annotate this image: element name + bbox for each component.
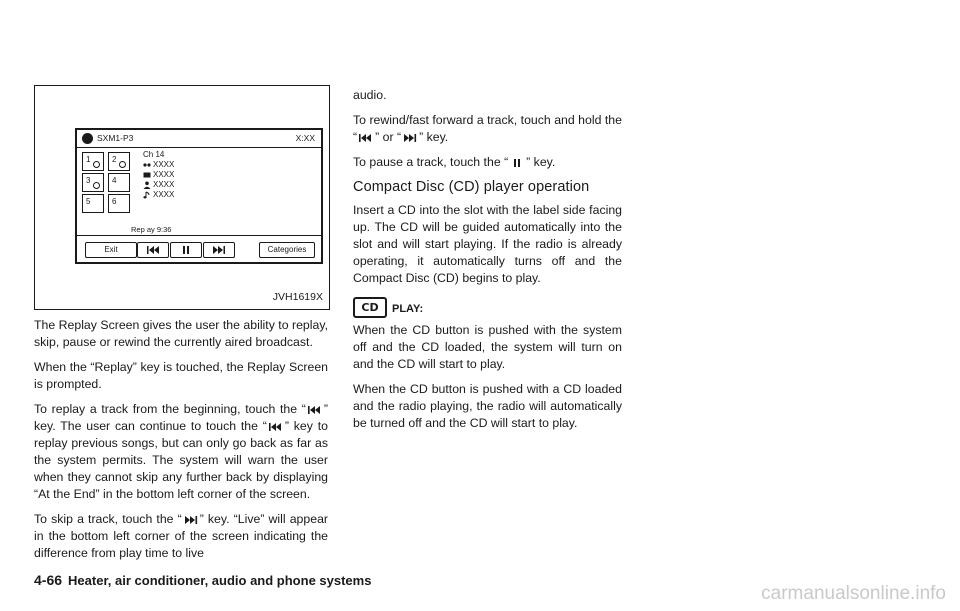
preset-1-button[interactable] — [82, 152, 104, 171]
skip-forward-icon — [182, 515, 200, 525]
skip-forward-button[interactable] — [203, 242, 235, 258]
preset-3-button[interactable] — [82, 173, 104, 192]
skip-back-button[interactable] — [137, 242, 169, 258]
skip-back-icon — [267, 422, 285, 432]
pause-icon — [182, 246, 190, 254]
info-line: XXXX — [153, 190, 175, 199]
left-column — [34, 317, 328, 570]
play-subheading: PLAY: — [392, 303, 424, 315]
replay-time-label: Rep ay 9:36 — [131, 225, 172, 234]
right-column — [353, 87, 622, 440]
skip-back-icon — [306, 405, 324, 415]
preset-number: 6 — [112, 197, 117, 206]
paragraph: When the “Replay” key is touched, the Replay Screen is prompted. — [34, 360, 328, 391]
preset-number: 3 — [86, 176, 91, 185]
figure-caption: JVH1619X — [272, 291, 323, 303]
info-line: XXXX — [153, 170, 175, 179]
skip-forward-icon — [401, 133, 419, 143]
paragraph — [353, 154, 622, 171]
screen-header — [77, 130, 321, 148]
preset-indicator-icon — [93, 182, 100, 189]
channel-number: Ch 14 — [143, 150, 165, 159]
text-span: ” key. — [419, 130, 449, 144]
pause-icon — [508, 158, 526, 168]
watermark: carmanualsonline.info — [761, 583, 946, 604]
preset-number: 2 — [112, 155, 117, 164]
paragraph — [34, 511, 328, 562]
text-span: ” or “ — [375, 130, 402, 144]
channel-info — [143, 150, 174, 200]
screen-title: SXM1-P3 — [97, 133, 134, 143]
paragraph — [353, 112, 622, 146]
categories-button[interactable]: Categories — [259, 242, 315, 258]
cd-play-row — [353, 297, 622, 318]
paragraph — [34, 401, 328, 503]
preset-5-button[interactable] — [82, 194, 104, 213]
section-title: Heater, air conditioner, audio and phone systems — [68, 573, 372, 588]
screen-time: X:XX — [295, 133, 315, 143]
pause-button[interactable] — [170, 242, 202, 258]
section-heading: Compact Disc (CD) player operation — [353, 179, 590, 195]
sxm-logo-icon — [82, 133, 93, 144]
figure-replay-screen — [34, 85, 330, 310]
skip-back-icon — [357, 133, 375, 143]
text-span: To skip a track, touch the “ — [34, 512, 182, 526]
info-line: XXXX — [153, 160, 175, 169]
text-span: ” key. The user can continue to touch the “ — [34, 402, 328, 433]
paragraph: When the CD button is pushed with a CD loaded and the radio playing, the radio will automatically be turned off and the CD will start to play. — [353, 382, 622, 430]
signal-icon — [143, 161, 151, 169]
text-span: ” key. — [526, 155, 556, 169]
text-span: To rewind/fast forward a track, touch and hold the “ — [353, 113, 622, 144]
info-line: XXXX — [153, 180, 175, 189]
preset-number: 1 — [86, 155, 91, 164]
artist-icon — [143, 181, 151, 189]
skip-back-icon — [147, 246, 159, 254]
paragraph: Insert a CD into the slot with the label side facing up. The CD will be guided automatically into the slot and will start playing. If the radio is already operating, it automatically turns off and the Compact Disc (CD) begins to play. — [353, 203, 622, 285]
preset-4-button[interactable] — [108, 173, 130, 192]
page-footer — [34, 572, 371, 588]
exit-button[interactable]: Exit — [85, 242, 137, 258]
paragraph: When the CD button is pushed with the system off and the CD loaded, the system will turn on and the CD will start to play. — [353, 323, 622, 371]
screen-illustration — [75, 128, 323, 264]
preset-number: 4 — [112, 176, 117, 185]
skip-forward-icon — [213, 246, 225, 254]
preset-2-button[interactable] — [108, 152, 130, 171]
music-note-icon — [143, 191, 151, 199]
preset-indicator-icon — [93, 161, 100, 168]
album-icon — [143, 171, 151, 179]
page-number: 4-66 — [34, 572, 63, 588]
preset-number: 5 — [86, 197, 91, 206]
preset-indicator-icon — [119, 161, 126, 168]
text-span: ” key. “Live” will appear in the bottom left corner of the screen indicating the difference from play time to live — [34, 512, 328, 560]
text-span: To pause a track, touch the “ — [353, 155, 509, 169]
paragraph: The Replay Screen gives the user the ability to replay, skip, pause or rewind the currently aired broadcast. — [34, 318, 328, 349]
text-span: ” key to replay previous songs, but can only go back as far as the system permits. The system will warn the user when they cannot skip any further back by displaying “At the End” in the bottom left corner of the screen. — [34, 419, 328, 501]
cd-button-icon: CD — [353, 297, 387, 318]
paragraph: audio. — [353, 88, 387, 102]
preset-6-button[interactable] — [108, 194, 130, 213]
screen-button-bar — [77, 235, 321, 262]
text-span: To replay a track from the beginning, touch the “ — [34, 402, 306, 416]
